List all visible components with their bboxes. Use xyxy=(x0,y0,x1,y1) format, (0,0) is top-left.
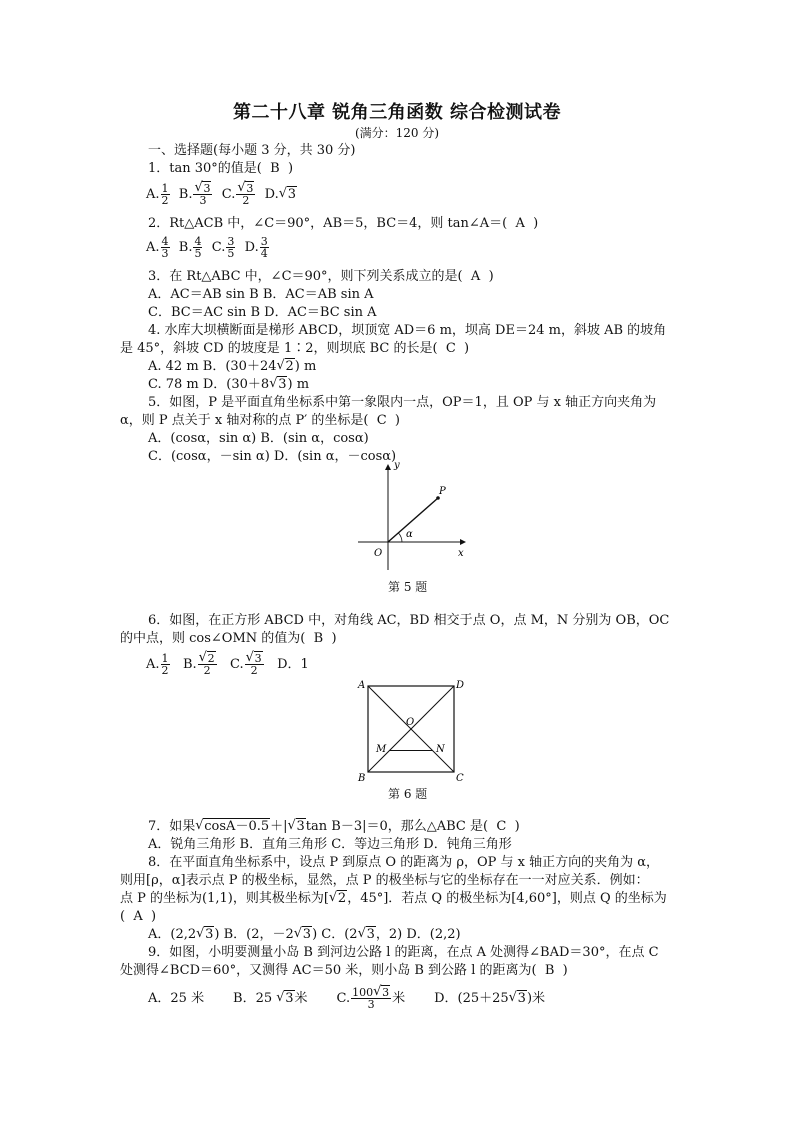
full-score: (满分：120 分) xyxy=(354,126,440,140)
question-4-options-ab: A. 42 m B．(30＋24√ 2) m xyxy=(148,359,316,375)
question-3-options-ab: A．AC＝AB sin B B．AC＝AB sin A xyxy=(148,287,374,302)
question-5-answer: C xyxy=(376,413,387,428)
question-1-answer: B xyxy=(270,161,280,176)
segment-op xyxy=(388,498,438,542)
question-8-line-2: 则用[ρ，α]表示点 P 的极坐标，显然，点 P 的极坐标与它的坐标存在一一对应关系．例如： xyxy=(120,873,649,888)
label-x: x xyxy=(458,548,464,559)
question-3-answer: A xyxy=(470,269,481,284)
label-b: B xyxy=(358,773,366,784)
question-9-line-1: 9．如图，小明要测量小岛 B 到河边公路 l 的距离，在点 A 处测得∠BAD＝30°，在点 C xyxy=(148,945,659,960)
question-8-options: A．(2,2√ 3) B．(2，－2√ 3) C．(2√ 3，2) D．(2,2) xyxy=(148,927,461,943)
figure-5-caption: 第 5 题 xyxy=(388,580,428,594)
label-alpha: α xyxy=(406,529,413,540)
label-m: M xyxy=(376,744,387,755)
page-title: 第二十八章 锐角三角函数 综合检测试卷 xyxy=(232,102,562,123)
question-8-answer: A xyxy=(133,909,143,924)
question-6-answer: B xyxy=(313,631,324,646)
question-3-stem: 3．在 Rt△ABC 中，∠C＝90°，则下列关系成立的是( A ) xyxy=(148,269,494,284)
angle-alpha-arc xyxy=(399,533,403,542)
y-axis-arrow xyxy=(385,464,391,470)
question-5-figure xyxy=(350,462,470,572)
question-8-line-1: 8．在平面直角坐标系中，设点 P 到原点 O 的距离为 ρ，OP 与 x 轴正方向的夹角为 α， xyxy=(148,855,660,870)
q1-option-b-fraction: √ $\frac{3}{3}$ xyxy=(193,183,212,206)
question-6-line-1: 6．如图，在正方形 ABCD 中，对角线 AC，BD 相交于点 O，点 M，N 分别为 OB，OC xyxy=(148,613,670,628)
question-5-line-2: α，则 P 点关于 x 轴对称的点 P′ 的坐标是( C ) xyxy=(120,413,400,428)
question-9-line-2: 处测得∠BCD＝60°，又测得 AC＝50 米，则小岛 B 到公路 l 的距离为( B ) xyxy=(120,963,568,978)
question-4-options-cd: C. 78 m D．(30＋8√ 3) m xyxy=(148,377,309,393)
question-5-options-ab: A．(cosα，sin α) B．(sin α，cosα) xyxy=(148,431,369,446)
question-7-answer: C xyxy=(496,819,507,834)
section-heading: 一、选择题(每小题 3 分，共 30 分) xyxy=(148,143,356,158)
q1-option-a-fraction: $\frac{1}{2}$ xyxy=(161,182,169,207)
question-1-stem: 1．tan 30°的值是( B ) xyxy=(148,161,294,176)
question-4-answer: C xyxy=(445,341,456,356)
question-9-answer: B xyxy=(544,963,555,978)
label-y: y xyxy=(394,462,400,471)
x-axis-arrow xyxy=(460,539,466,545)
label-c: C xyxy=(456,773,464,784)
question-2-options: A. $\frac{4}{3}$ B. $\frac{4}{5}$ C. $\frac{3}{5}$ D. $\frac{3}{4}$ xyxy=(146,235,268,260)
question-7-stem: 7．如果√ cosA－0.5＋|√ 3tan B－3|＝0，那么△ABC 是( C ) xyxy=(148,819,520,835)
question-3-options-cd: C．BC＝AC sin B D．AC＝BC sin A xyxy=(148,305,377,320)
question-2-stem: 2．Rt△ACB 中，∠C＝90°，AB＝5，BC＝4，则 tan∠A＝( A ) xyxy=(148,216,539,231)
q1-option-c-fraction: √ $\frac{3}{2}$ xyxy=(236,183,255,206)
question-2-answer: A xyxy=(515,216,525,231)
question-5-line-1: 5．如图，P 是平面直角坐标系中第一象限内一点，OP＝1，且 OP 与 x 轴正方向夹角为 xyxy=(148,395,657,410)
question-1-options: A. $\frac{1}{2}$ B. √ $\frac{3}{3}$ C. √ $\frac{3}{2}$ D.√ 3 xyxy=(146,182,297,208)
question-5-options-cd: C．(cosα，－sin α) D．(sin α，－cosα) xyxy=(148,449,397,464)
question-6-line-2: 的中点，则 cos∠OMN 的值为( B ) xyxy=(120,631,337,646)
label-o: O xyxy=(374,548,383,559)
figure-6-caption: 第 6 题 xyxy=(388,787,428,801)
label-d: D xyxy=(456,680,465,691)
question-6-figure xyxy=(356,678,466,784)
question-7-options: A．锐角三角形 B．直角三角形 C．等边三角形 D．钝角三角形 xyxy=(148,837,512,852)
question-8-line-3: 点 P 的坐标为(1,1)，则其极坐标为[√ 2，45°]．若点 Q 的极坐标为[4,60°]，则点 Q 的坐标为 xyxy=(120,891,667,907)
question-6-options: A. $\frac{1}{2}$ B. √ $\frac{2}{2}$ C. √ $\frac{3}{2}$ D．1 xyxy=(146,651,309,679)
q1-option-d-root: √ 3 xyxy=(279,182,297,208)
label-a: A xyxy=(358,680,366,691)
question-4-line-2: 是 45°，斜坡 CD 的坡度是 1∶2，则坝底 BC 的长是( C ) xyxy=(120,341,470,356)
question-8-line-4: ( A ) xyxy=(120,909,157,924)
label-n: N xyxy=(436,744,445,755)
question-4-line-1: 4. 水库大坝横断面是梯形 ABCD，坝顶宽 AD＝6 m，坝高 DE＝24 m，斜坡 AB 的坡角 xyxy=(148,323,667,338)
label-p: P xyxy=(439,486,446,497)
label-o: O xyxy=(406,717,415,728)
question-9-options: A．25 米 B．25 √ 3米 C. $\frac{100√ 3}{3}$ 米 D．(25＋25√ 3)米 xyxy=(148,984,545,1014)
